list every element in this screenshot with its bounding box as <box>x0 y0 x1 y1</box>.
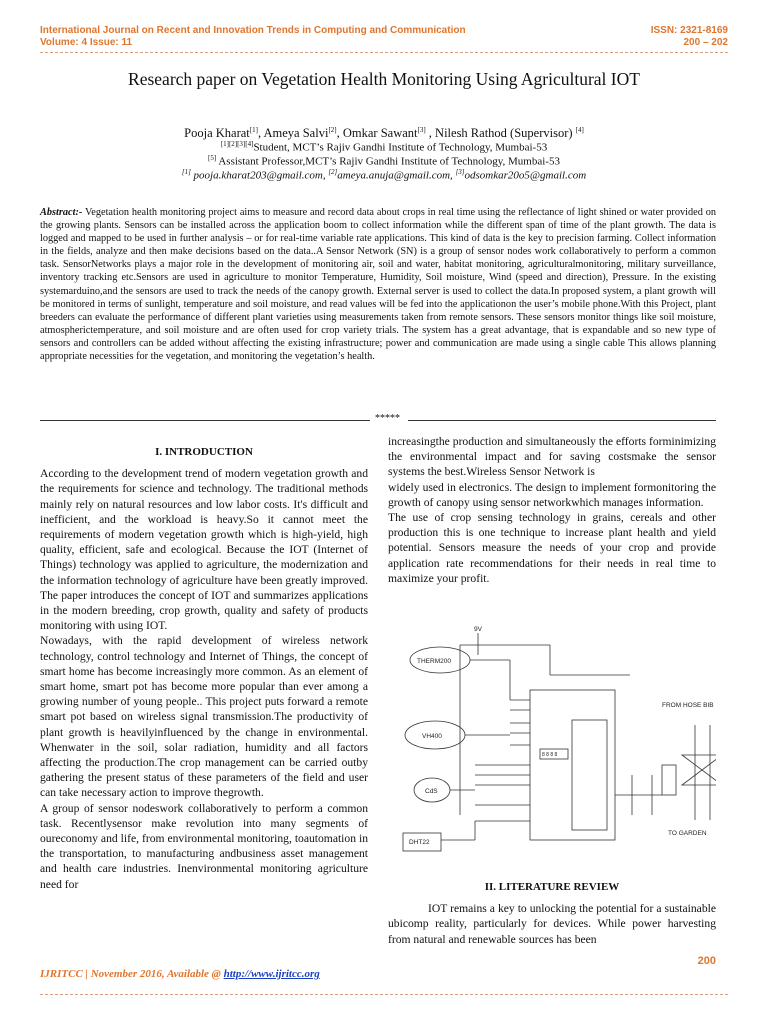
email-ref: [1] <box>181 168 191 176</box>
email-3: odsomkar20o5@gmail.com <box>464 169 587 182</box>
vh400-label: VH400 <box>422 733 442 740</box>
lcd-label: 8 8 8 8 <box>542 752 558 758</box>
author-ref: [1] <box>249 126 258 134</box>
literature-heading: II. LITERATURE REVIEW <box>484 881 620 893</box>
affiliation-ref: [1][2][3][4] <box>220 140 254 148</box>
issn: ISSN: 2321-8169 <box>650 25 728 36</box>
footer-rule <box>40 994 728 995</box>
from-hose-label: FROM HOSE BIB <box>662 702 714 709</box>
water-valve <box>682 755 716 785</box>
author-name: , Omkar Sawant <box>336 126 418 141</box>
voltage-label: 9V <box>474 626 482 633</box>
cds-label: CdS <box>425 788 438 795</box>
arduino-board <box>530 690 615 840</box>
right-paragraph-3: The use of crop sensing technology in grains, cereals and other production this is one technique to increase plant health and yield potential. Sensors measure the needs of your crop and provide application rate recommendations for their needs in real time to maximize your profit. <box>388 511 716 585</box>
therm200-label: THERM200 <box>417 658 451 665</box>
volume-issue: Volume: 4 Issue: 11 <box>40 37 133 48</box>
affiliation-text: Student, MCT’s Rajiv Gandhi Institute of Technology, Mumbai-53 <box>253 141 548 154</box>
to-garden-label: TO GARDEN <box>668 830 707 837</box>
intro-paragraph-1: According to the development trend of modern vegetation growth and the requirements for science and technology. The traditional methods mainly rely on natural resources and low labor costs. It's difficult and inefficient, and the workload is heavy.So it cannot meet the requirements of modern vegetation growth which is high-yield, high quality, efficient, safe and ecological. Because the IOT (Internet of Things) technology was applied to agriculture, the modernization and the information technology of agriculture have been greatly improved. The paper introduces the concept of IOT and summarizes applications in the modern breeding, crop growth, quality and safety of products monitoring with using IOT. <box>40 467 368 633</box>
right-paragraph-1: increasingthe production and simultaneously the efforts forminimizing the environmental impact and for saving costsmake the sensor systems the best.Wireless Sensor Network is <box>388 435 716 479</box>
journal-link[interactable]: http://www.ijritcc.org <box>223 968 320 980</box>
separator-line-left <box>40 420 370 421</box>
circuit-diagram <box>400 625 716 855</box>
author-emails <box>40 166 728 183</box>
affiliation-text: Assistant Professor,MCT’s Rajiv Gandhi Institute of Technology, Mumbai-53 <box>216 155 560 168</box>
abstract <box>40 206 716 363</box>
footer <box>40 968 320 980</box>
dht22-label: DHT22 <box>409 839 430 846</box>
author-ref: [2] <box>328 126 337 134</box>
email-ref: [3] <box>455 168 465 176</box>
email-ref: [2] <box>328 168 338 176</box>
author-name: , Nilesh Rathod (Supervisor) <box>425 126 576 141</box>
separator-stars: ***** <box>375 413 400 424</box>
right-column <box>388 434 716 586</box>
header-rule <box>40 52 728 53</box>
intro-paragraph-2: Nowadays, with the rapid development of wireless network technology, control technology and Internet of Things, the concept of smart home has become increasingly more common. As an element of smart home, smart pot has become more popular than ever among a growing number of young people.. This project puts forward a remote smart pot based on wireless signal transmission.The productivity of plant growth is heavilyinfluenced by the change in environmental. Whenwater in the soil, solar radiation, humidity and all factors affecting the production.The crop management can be carried outby gathering the present status of these parameters of the field and user can take necessary action to improve thegrowth. <box>40 634 368 800</box>
affiliation-ref: [5] <box>208 154 217 162</box>
separator-line-right <box>408 420 716 421</box>
page-number: 200 <box>697 955 716 967</box>
author-ref: [3] <box>417 126 426 134</box>
author-ref: [4] <box>575 126 584 134</box>
email-1: pooja.kharat203@gmail.com, <box>190 169 329 182</box>
intro-heading: I. INTRODUCTION <box>155 446 253 458</box>
journal-name: International Journal on Recent and Innovation Trends in Computing and Communication <box>40 25 466 36</box>
page-range: 200 – 202 <box>683 37 728 48</box>
footer-text: IJRITCC | November 2016, Available @ <box>40 968 224 980</box>
left-column <box>40 445 368 892</box>
author-name: Pooja Kharat <box>184 126 250 141</box>
intro-paragraph-3: A group of sensor nodeswork collaboratively to perform a common task. Recentlysensor make revolution into many segments of oureconomy and life, from environmental monitoring, toautomation in the transportation, to manufacturing andbusiness asset management and health care industries. Inenvironmental monitoring agriculture need for <box>40 801 368 891</box>
literature-paragraph-1: IOT remains a key to unlocking the potential for a sustainable ubicomp reality, particularly for devices. While power harvesting from natural and renewable sources has been <box>388 902 716 946</box>
email-2: ameya.anuja@gmail.com, <box>337 169 456 182</box>
right-paragraph-2: widely used in electronics. The design to implement formonitoring the growth of canopy using sensor networkwhich manages information. <box>388 480 716 509</box>
author-name: , Ameya Salvi <box>257 126 329 141</box>
abstract-text: Vegetation health monitoring project aims to measure and record data about crops in real time using the reflectance of light shined or water provided on the growing plants. Sensors can be installed across the application boom to collect information while the different span of time of the plant growth. The data is logged and mapped to be used in further analysis – or for real-time variable rate applications. This kind of data is the key to precision farming. Collect information in the fields, analyze and then make decisions based on the data..A Sensor Network (SN) is a group of sensor nodes work collaboratively to perform a common task. SensorNetworks plays a major role in the development of monitoring air, soil and water, habitat monitoring, agriculturalmonitoring, military surveillance, inventory tracking etc.Sensors are used in agriculture to monitor Temperature, Humidity, Soil moisture, Wind (speed and direction), Pressure. In the existing systemarduino,and the sensors are used to track the needs of the canopy growth. External server is used to collect the data.In proposed system, a plant growth will be monitored in terms of sunlight, temperature and soil moisture, and read values will be fed into the applicationon the user’s mobile phone.With this Project, plant breeders can evaluate the performance of different plant varieties using measurements taken from remote sensors. These sensors monitor things like soil moisture, atmospherictemperature, and soil moisture and are often used for crop variety trials. The system has a great advantage, that is expandable and so new type of sensors and controllers can be added without affecting the existing infrastructure; power and communication are made using a single cable This allows planning appropriate necessities for the vegetation, and monitoring the vegetation’s health. <box>40 207 716 363</box>
abstract-label: Abstract:- <box>40 207 83 218</box>
section-separator <box>40 413 716 427</box>
paper-title: Research paper on Vegetation Health Monitoring Using Agricultural IOT <box>128 69 640 89</box>
literature-section <box>388 880 716 947</box>
